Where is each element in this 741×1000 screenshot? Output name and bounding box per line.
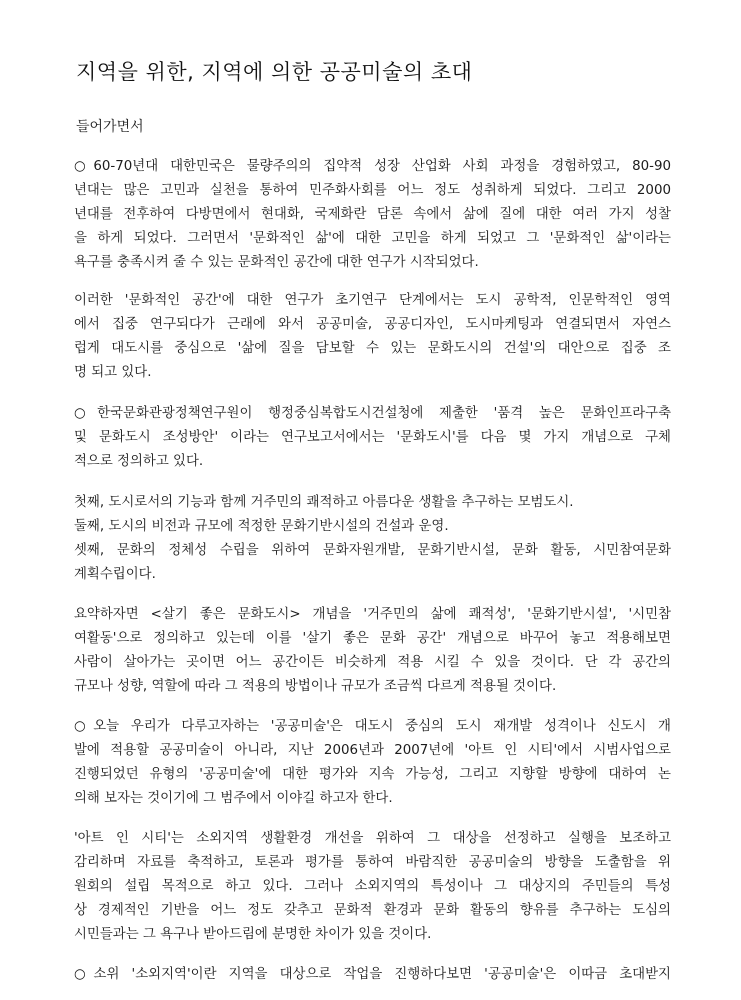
text-line: 럽게 대도시를 중심으로 '삶에 질을 담보할 수 있는 문화도시의 건설'의 대안으로 집중 조 (74, 341, 671, 356)
text-line: 계획수립이다. (74, 567, 156, 582)
text-line: 시민들과는 그 욕구나 받아드림에 분명한 차이가 있을 것이다. (74, 927, 432, 942)
text-line: 에서 집중 연구되다가 근래에 와서 공공미술, 공공디자인, 도시마케팅과 연결되면서 자연스 (74, 317, 671, 332)
text-line: 첫째, 도시로서의 기능과 함께 거주민의 쾌적하고 아름다운 생활을 추구하는 모범도시. (74, 495, 574, 510)
text-line: ○한국문화관광정책연구원이 행정중심복합도시건설청에 제출한 '품격 높은 문화인프라구축 (74, 406, 671, 421)
text-line: '아트 인 시티'는 소외지역 생활환경 개선을 위하여 그 대상을 선정하고 실행을 보조하고 (74, 831, 671, 846)
text-line: 년대는 많은 고민과 실천을 통하여 민주화사회를 어느 정도 성취하게 되었다. 그리고 2000 (74, 183, 671, 198)
document-title: 지역을 위한, 지역에 의한 공공미술의 초대 (76, 60, 473, 84)
text-line: ○60-70년대 대한민국은 물량주의의 집약적 성장 산업화 사회 과정을 경험하였고, 80-90 (74, 159, 671, 174)
text-line: 규모나 성향, 역할에 따라 그 적용의 방법이나 규모가 조금씩 다르게 적용될 것이다. (74, 679, 557, 694)
text-line: 이러한 '문화적인 공간'에 대한 연구가 초기연구 단계에서는 도시 공학적, 인문학적인 영역 (74, 293, 671, 308)
text-line: 발에 적용할 공공미술이 아니라, 지난 2006년과 2007년에 '아트 인 시티'에서 시범사업으로 (74, 743, 671, 758)
text-line: 원회의 설립 목적으로 하고 있다. 그러나 소외지역의 특성이나 그 대상지의 주민들의 특성 (74, 879, 671, 894)
text-line: 사람이 살아가는 곳이면 어느 공간이든 비슷하게 적용 시킬 수 있을 것이다. 단 각 공간의 (74, 655, 671, 670)
text-line: 감리하며 자료를 축적하고, 토론과 평가를 통하여 바람직한 공공미술의 방향을 도출함을 위 (74, 855, 671, 870)
text-line: 여활동'으로 정의하고 있는데 이를 '살기 좋은 문화 공간' 개념으로 바꾸어 놓고 적용해보면 (74, 631, 671, 646)
text-line: 적으로 정의하고 있다. (74, 454, 204, 469)
text-line: 의해 보자는 것이기에 그 범주에서 이야길 하고자 한다. (74, 791, 393, 806)
text-line: 을 하게 되었다. 그러면서 '문화적인 삶'에 대한 고민을 하게 되었고 그 '문화적인 삶'이라는 (74, 231, 671, 246)
text-line: 상 경제적인 기반을 어느 정도 갖추고 문화적 환경과 문화 활동의 향유를 추구하는 도심의 (74, 903, 671, 918)
text-line: 년대를 전후하여 다방면에서 현대화, 국제화란 담론 속에서 삶에 질에 대한 여러 가지 성찰 (74, 207, 671, 222)
text-line: 진행되었던 유형의 '공공미술'에 대한 평가와 지속 가능성, 그리고 지향할 방향에 대하여 논 (74, 767, 671, 782)
text-line: 및 문화도시 조성방안' 이라는 연구보고서에서는 '문화도시'를 다음 몇 가지 개념으로 구체 (74, 430, 671, 445)
text-line: 둘째, 도시의 비전과 규모에 적정한 문화기반시설의 건설과 운영. (74, 519, 449, 534)
text-line: ○소위 '소외지역'이란 지역을 대상으로 작업을 진행하다보면 '공공미술'은 이따금 초대받지 (74, 967, 671, 982)
text-line: 명 되고 있다. (74, 365, 152, 380)
text-line: ○오늘 우리가 다루고자하는 '공공미술'은 대도시 중심의 도시 재개발 성격이나 신도시 개 (74, 719, 671, 734)
text-line: 요약하자면 <살기 좋은 문화도시> 개념을 '거주민의 삶에 쾌적성', '문화기반시설', '시민참 (74, 607, 671, 622)
text-line: 욕구를 충족시켜 줄 수 있는 문화적인 공간에 대한 연구가 시작되었다. (74, 255, 479, 270)
text-line: 셋째, 문화의 정체성 수립을 위하여 문화자원개발, 문화기반시설, 문화 활동, 시민참여문화 (74, 543, 671, 558)
section-heading: 들어가면서 (76, 119, 144, 135)
